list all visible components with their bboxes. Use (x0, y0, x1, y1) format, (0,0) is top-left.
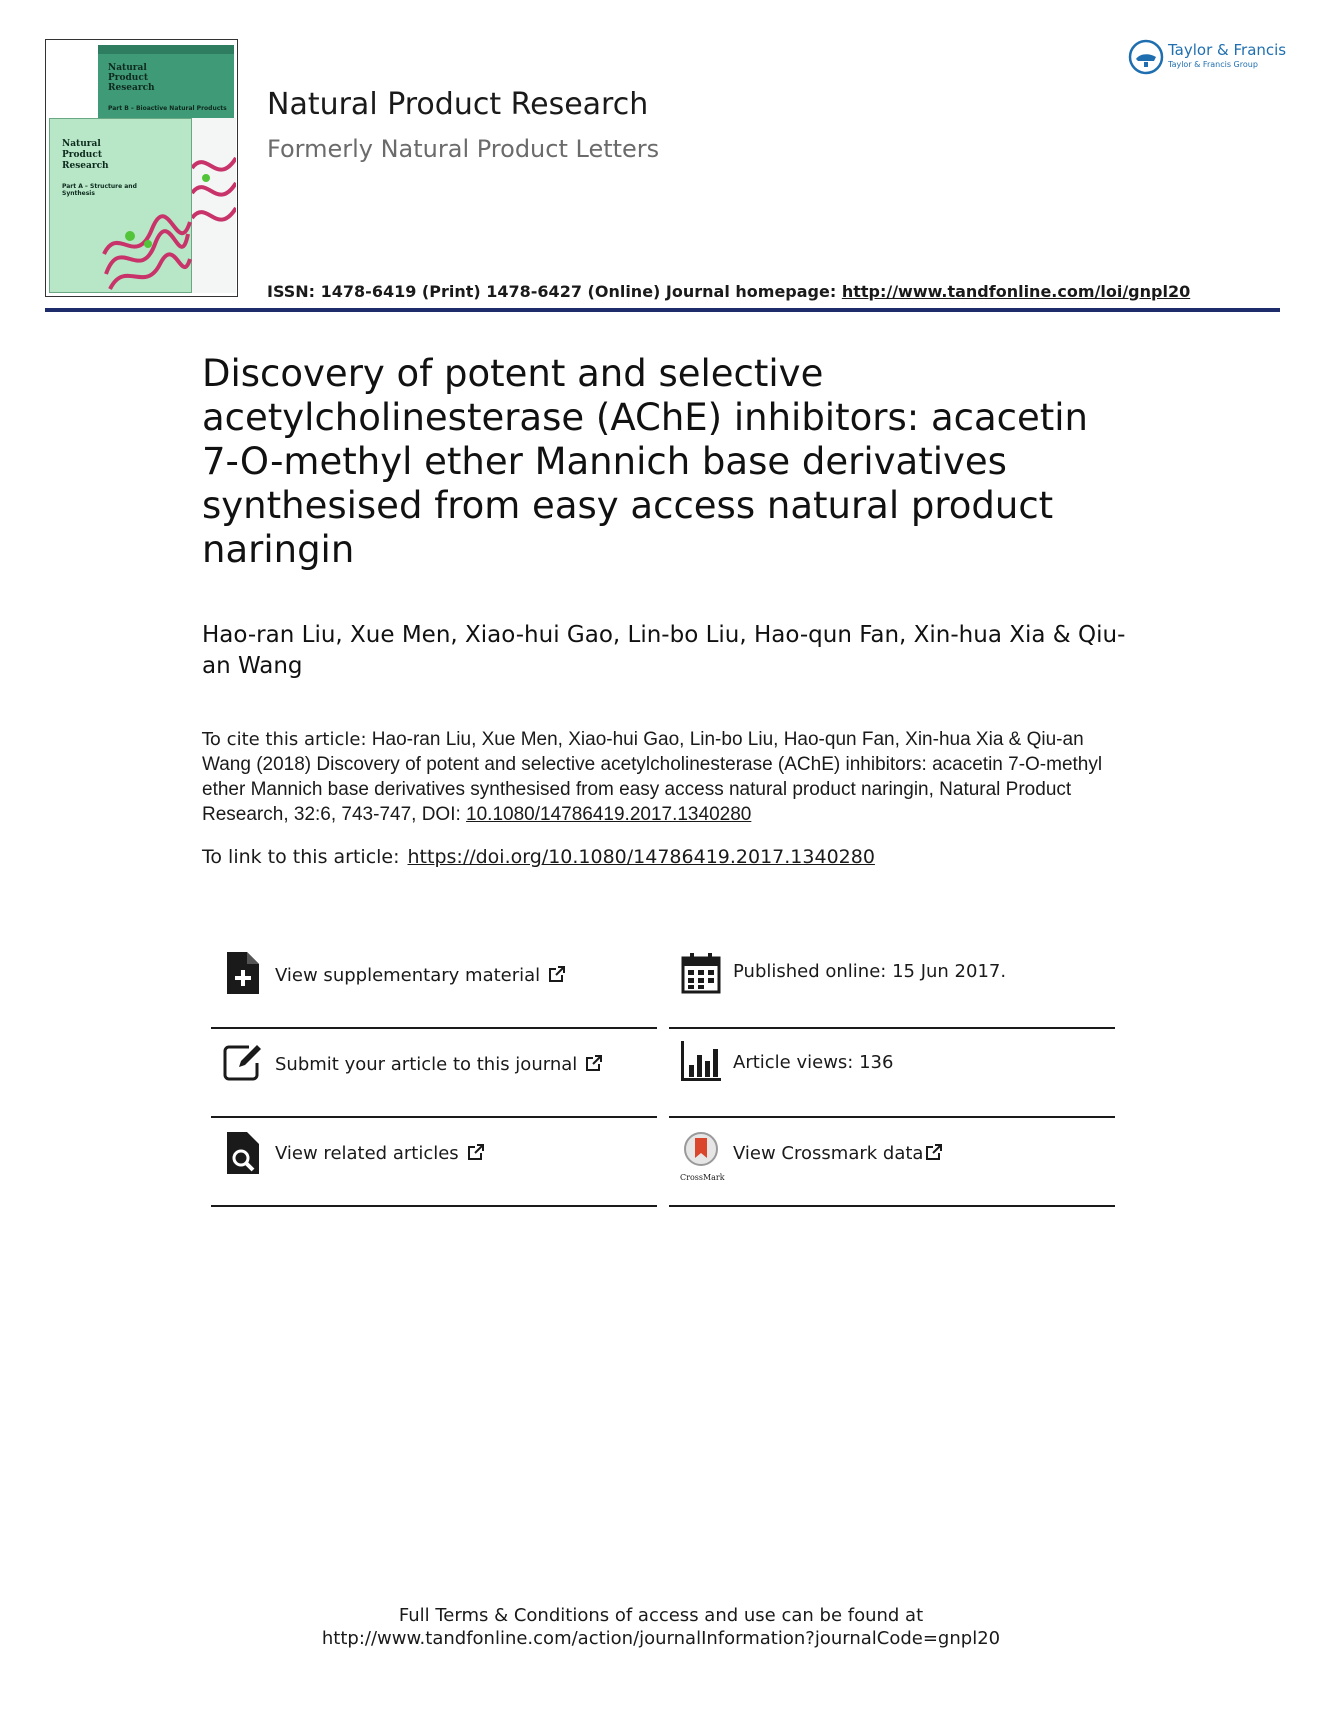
cite-label: To cite this article: (202, 729, 367, 750)
external-link-icon (585, 1054, 603, 1072)
published-online-label: Published online: 15 Jun 2017. (733, 961, 1007, 982)
cover-back-title: Natural Product Research (108, 63, 155, 93)
protein-illustration (100, 214, 192, 292)
supplementary-material-item[interactable] (211, 940, 657, 1029)
journal-homepage-link[interactable]: http://www.tandfonline.com/loi/gnpl20 (841, 282, 1191, 301)
article-views-item (669, 1029, 1115, 1118)
cite-doi-link[interactable]: 10.1080/14786419.2017.1340280 (466, 804, 752, 825)
article-authors: Hao-ran Liu, Xue Men, Xiao-hui Gao, Lin-bo Liu, Hao-qun Fan, Xin-hua Xia & Qiu-an Wang (202, 622, 1126, 679)
publisher-group: Taylor & Francis Group (1168, 60, 1258, 69)
article-doi-link[interactable]: https://doi.org/10.1080/14786419.2017.1340280 (407, 846, 875, 868)
protein-illustration-side (192, 148, 236, 258)
publisher-name: Taylor & Francis (1168, 41, 1287, 59)
cover-front-title: Natural Product Research (62, 139, 109, 171)
related-articles-item[interactable] (211, 1118, 657, 1207)
external-link-icon (925, 1143, 943, 1161)
terms-footer (0, 1604, 1322, 1650)
calendar-icon (681, 952, 721, 994)
crossmark-item[interactable] (669, 1118, 1115, 1207)
cover-front-subtitle: Part A – Structure and Synthesis (62, 183, 137, 197)
journal-subtitle: Formerly Natural Product Letters (267, 135, 660, 163)
file-search-icon (223, 1132, 263, 1174)
related-articles-label: View related articles (275, 1143, 459, 1164)
cover-back-subtitle: Part B – Bioactive Natural Products (108, 105, 227, 112)
journal-title: Natural Product Research (267, 87, 649, 122)
crossmark-icon (681, 1132, 721, 1174)
issn-text: ISSN: 1478-6419 (Print) 1478-6427 (Online) Journal homepage: (267, 282, 842, 301)
article-link-line (202, 845, 1132, 870)
bar-chart-icon (681, 1041, 721, 1083)
supplementary-label: View supplementary material (275, 965, 541, 986)
crossmark-badge-text: CrossMark (680, 1173, 725, 1182)
crossmark-label: View Crossmark data (733, 1143, 924, 1164)
issn-line (267, 282, 1190, 302)
link-label: To link to this article: (202, 846, 400, 868)
article-title: Discovery of potent and selective acetylcholinesterase (AChE) inhibitors: acacetin 7-O-methyl ether Mannich base derivatives synthesised from easy access natural product naringin (202, 352, 1088, 571)
cover-side-panel (192, 118, 236, 293)
journal-cover (45, 39, 238, 297)
citation-block (202, 727, 1132, 827)
header-divider (45, 308, 1280, 312)
cover-strip (98, 45, 234, 54)
cover-front-panel (49, 118, 192, 293)
external-link-icon (467, 1143, 485, 1161)
submit-article-item[interactable] (211, 1029, 657, 1118)
published-online-item (669, 940, 1115, 1029)
edit-icon (223, 1041, 263, 1083)
article-views-label: Article views: 136 (733, 1052, 894, 1073)
file-plus-icon (223, 952, 263, 994)
footer-line-1: Full Terms & Conditions of access and use can be found at (398, 1605, 924, 1626)
external-link-icon (548, 965, 566, 983)
publisher-lamp-icon (1128, 39, 1164, 75)
submit-article-label: Submit your article to this journal (275, 1054, 578, 1075)
publisher-logo[interactable] (1128, 39, 1288, 77)
cite-text: Hao-ran Liu, Xue Men, Xiao-hui Gao, Lin-bo Liu, Hao-qun Fan, Xin-hua Xia & Qiu-an Wang (2018) Discovery of potent and selective acetylcholinesterase (AChE) inhibitors: acacetin 7-O-methyl ether Mannich base derivatives synthesised from easy access natural product naringin, Natural Product Research, 32:6, 743-747, DOI: (202, 729, 1103, 825)
footer-terms-url[interactable]: http://www.tandfonline.com/action/journalInformation?journalCode=gnpl20 (321, 1628, 1001, 1649)
